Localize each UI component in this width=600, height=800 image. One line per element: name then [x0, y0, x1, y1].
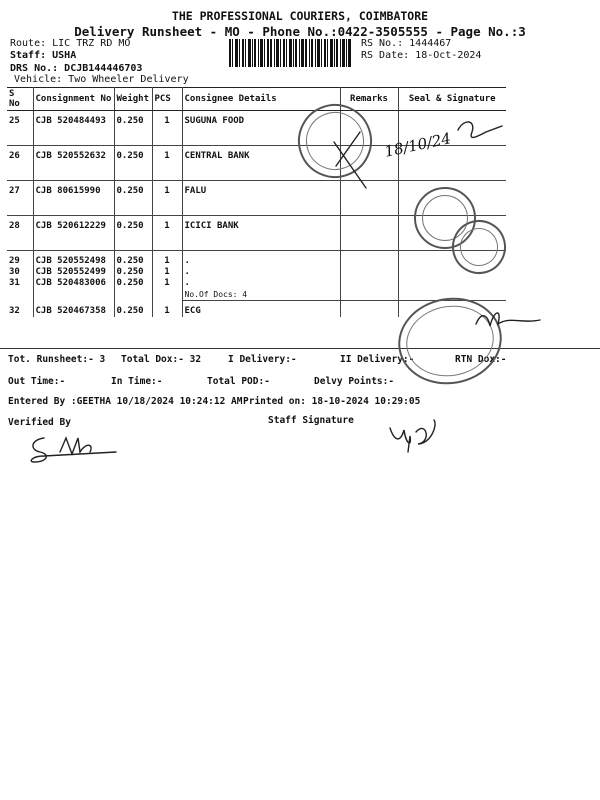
col-header-consignment: Consignment No: [33, 88, 114, 111]
cell-sno: 29: [7, 251, 33, 268]
cell-consignment: CJB 520483006: [33, 278, 114, 289]
signature-icon: [326, 110, 546, 350]
cell-sno: 31: [7, 278, 33, 289]
cell-consignment: [33, 289, 114, 301]
docs-count-note: No.Of Docs: 4: [182, 289, 340, 301]
cell-pcs: 1: [152, 301, 182, 318]
cell-weight: 0.250: [114, 251, 152, 268]
table-header-row: [7, 88, 506, 111]
tot-runsheet: Tot. Runsheet:- 3: [8, 354, 106, 365]
staff-label: Staff: USHA: [10, 50, 77, 61]
cell-consignment: CJB 520552632: [33, 146, 114, 181]
col-header-pcs: PCS: [152, 88, 182, 111]
cell-weight: 0.250: [114, 111, 152, 146]
drs-number: DRS No.: DCJB144446703: [10, 63, 143, 74]
cell-pcs: [152, 289, 182, 301]
i-delivery: I Delivery:-: [228, 354, 297, 365]
handwritten-date: 18/10/24: [382, 129, 453, 161]
col-header-remarks: Remarks: [340, 88, 398, 111]
cell-consignee: CENTRAL BANK: [182, 146, 340, 181]
verified-signature-icon: [20, 428, 130, 468]
cell-weight: 0.250: [114, 146, 152, 181]
col-header-seal: Seal & Signature: [398, 88, 506, 111]
cell-consignee: .: [182, 251, 340, 268]
verified-by: Verified By: [8, 417, 71, 428]
cell-pcs: 1: [152, 267, 182, 278]
route-label: Route: LIC TRZ RD MO: [10, 38, 131, 49]
cell-sno: 27: [7, 181, 33, 216]
cell-consignment: CJB 520612229: [33, 216, 114, 251]
delvy-points: Delvy Points:-: [314, 376, 395, 387]
cell-pcs: 1: [152, 216, 182, 251]
cell-pcs: 1: [152, 181, 182, 216]
col-header-sno: S No: [7, 88, 33, 111]
staff-signature-icon: [386, 414, 446, 454]
cell-pcs: 1: [152, 146, 182, 181]
cell-consignment: CJB 520467358: [33, 301, 114, 318]
printed-on: Printed on: 18-10-2024 10:29:05: [243, 396, 421, 407]
cell-consignee: .: [182, 267, 340, 278]
company-title: THE PROFESSIONAL COURIERS, COIMBATORE: [171, 9, 429, 23]
cell-consignee: ICICI BANK: [182, 216, 340, 251]
col-header-consignee: Consignee Details: [182, 88, 340, 111]
cell-sno: 25: [7, 111, 33, 146]
vehicle-label: Vehicle: Two Wheeler Delivery: [14, 74, 189, 85]
cell-weight: 0.250: [114, 278, 152, 289]
rs-number: RS No.: 1444467: [361, 38, 452, 49]
out-time: Out Time:-: [8, 376, 66, 387]
barcode-icon: [229, 39, 351, 67]
cell-sno: 30: [7, 267, 33, 278]
ii-delivery: II Delivery:-: [340, 354, 415, 365]
staff-signature-label: Staff Signature: [268, 415, 354, 426]
cell-consignee: SUGUNA FOOD: [182, 111, 340, 146]
cell-sno: 32: [7, 301, 33, 318]
in-time: In Time:-: [111, 376, 163, 387]
cell-weight: 0.250: [114, 301, 152, 318]
entered-by: Entered By :GEETHA 10/18/2024 10:24:12 AM: [8, 396, 243, 407]
cell-weight: 0.250: [114, 216, 152, 251]
rtn-dox: RTN Dox:-: [455, 354, 507, 365]
cell-sno: [7, 289, 33, 301]
total-dox: Total Dox:- 32: [121, 354, 202, 365]
rs-date: RS Date: 18-Oct-2024: [361, 50, 482, 61]
cell-consignment: CJB 80615990: [33, 181, 114, 216]
cell-pcs: 1: [152, 278, 182, 289]
cell-weight: 0.250: [114, 181, 152, 216]
cell-consignee: FALU: [182, 181, 340, 216]
cell-consignment: CJB 520484493: [33, 111, 114, 146]
cell-sno: 26: [7, 146, 33, 181]
cell-weight: 0.250: [114, 267, 152, 278]
cell-consignment: CJB 520552499: [33, 267, 114, 278]
runsheet-subtitle: Delivery Runsheet - MO - Phone No.:0422-3505555 - Page No.:3: [74, 24, 526, 39]
cell-consignment: CJB 520552498: [33, 251, 114, 268]
total-pod: Total POD:-: [207, 376, 270, 387]
cell-consignee: ECG: [182, 301, 340, 318]
cell-sno: 28: [7, 216, 33, 251]
col-header-weight: Weight: [114, 88, 152, 111]
cell-pcs: 1: [152, 251, 182, 268]
cell-consignee: .: [182, 278, 340, 289]
cell-pcs: 1: [152, 111, 182, 146]
cell-weight: [114, 289, 152, 301]
